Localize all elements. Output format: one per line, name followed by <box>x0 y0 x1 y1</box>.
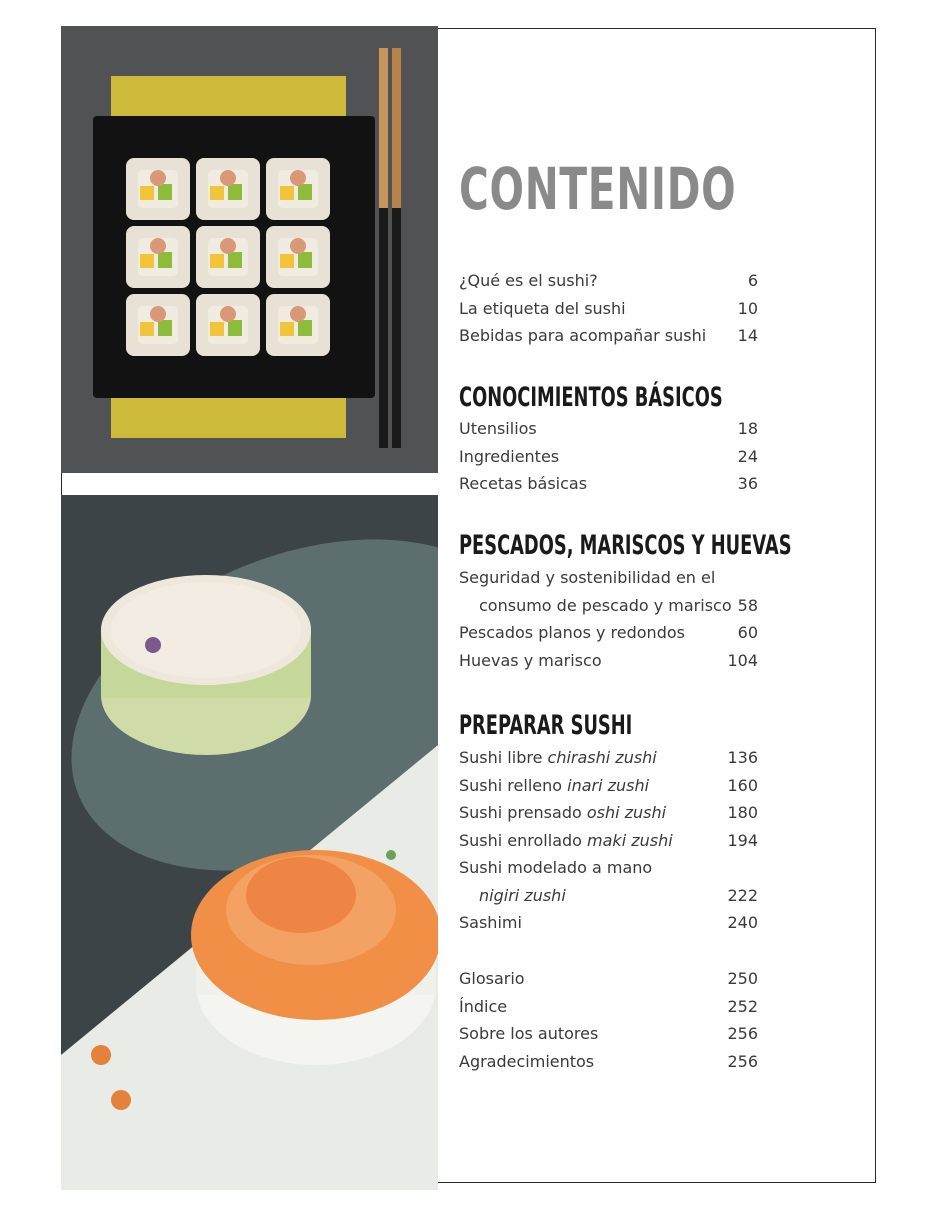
toc-entry-italic: oshi zushi <box>586 803 667 822</box>
toc-entry-page: 252 <box>727 996 758 1016</box>
toc-entry-page: 222 <box>727 885 758 905</box>
toc-entry-label: Sashimi <box>459 913 522 932</box>
toc-entry-page: 160 <box>727 775 758 795</box>
toc-entry <box>459 326 758 346</box>
toc-entry-label: Sushi libre chirashi zushi <box>459 748 657 767</box>
toc-entry <box>459 997 758 1017</box>
toc-entry-label: Utensilios <box>459 419 537 438</box>
toc-entry <box>459 596 758 616</box>
toc-entry <box>459 474 758 494</box>
toc-entry-label: Sushi modelado a mano <box>459 858 653 877</box>
toc-entry-label: Sobre los autores <box>459 1024 599 1043</box>
toc-entry <box>459 831 758 851</box>
toc-entry <box>459 568 758 588</box>
toc-entry-page: 180 <box>727 803 758 822</box>
section-heading: PREPARAR SUSHI <box>459 710 633 741</box>
toc-entry-label: Sushi prensado oshi zushi <box>459 803 667 822</box>
toc-entry-label: consumo de pescado y marisco <box>479 595 732 615</box>
toc-entry-page: 18 <box>737 419 758 438</box>
toc-entry-label: Índice <box>459 996 508 1016</box>
toc-entry <box>459 803 758 823</box>
toc-entry <box>459 623 758 643</box>
toc-entry-italic: chirashi zushi <box>547 748 657 767</box>
toc-entry <box>459 1024 758 1044</box>
toc-entry-label: ¿Qué es el sushi? <box>459 271 598 290</box>
toc-entry <box>459 748 758 768</box>
section-heading: PESCADOS, MARISCOS Y HUEVAS <box>459 530 792 561</box>
toc-entry-label: Glosario <box>459 969 525 988</box>
toc-entry-italic: nigiri zushi <box>479 885 566 905</box>
toc-entry-page: 60 <box>737 623 758 642</box>
toc-entry <box>459 299 758 319</box>
toc-entry-label: Huevas y marisco <box>459 650 602 670</box>
toc-entry-label: Bebidas para acompañar sushi <box>459 326 707 345</box>
toc-entry <box>459 271 758 291</box>
toc-entry-label: Sushi enrollado maki zushi <box>459 830 673 850</box>
toc-entry <box>459 969 758 989</box>
toc-entry-page: 36 <box>737 474 758 493</box>
toc-entry <box>459 913 758 933</box>
toc-entry-page: 24 <box>737 446 758 466</box>
toc-entry-page: 256 <box>727 1051 758 1071</box>
toc-entry <box>459 776 758 796</box>
toc-entry-page: 256 <box>727 1024 758 1043</box>
toc-entry-page: 194 <box>727 830 758 850</box>
toc-entry <box>459 447 758 467</box>
toc-entry-italic: inari zushi <box>567 775 650 795</box>
toc-entry <box>459 419 758 439</box>
toc-entry <box>459 651 758 671</box>
toc-entry-label: Agradecimientos <box>459 1051 595 1071</box>
toc-entry-page: 58 <box>737 595 758 615</box>
toc-entry-page: 14 <box>737 326 758 345</box>
toc-entry-italic: maki zushi <box>587 830 673 850</box>
maki-rolls-photo <box>61 26 438 473</box>
toc-entry-page: 104 <box>727 650 758 670</box>
salmon-sushi-photo <box>61 495 438 1190</box>
toc-entry-page: 10 <box>737 298 758 318</box>
toc-entry-page: 6 <box>747 271 758 290</box>
toc-entry-label: Seguridad y sostenibilidad en el <box>459 568 716 587</box>
page-title: CONTENIDO <box>459 155 737 223</box>
toc-entry-page: 250 <box>727 969 758 988</box>
toc-entry-label: Recetas básicas <box>459 474 588 493</box>
toc-entry <box>459 1052 758 1072</box>
toc-entry-label <box>459 886 566 906</box>
toc-entry-page: 136 <box>727 748 758 767</box>
section-heading: CONOCIMIENTOS BÁSICOS <box>459 382 723 413</box>
toc-entry-label: Pescados planos y redondos <box>459 623 685 642</box>
toc-entry-label: Ingredientes <box>459 446 560 466</box>
toc-entry-label: La etiqueta del sushi <box>459 298 626 318</box>
toc-entry-label: Sushi relleno inari zushi <box>459 775 650 795</box>
toc-entry <box>459 886 758 906</box>
toc-entry <box>459 858 758 878</box>
toc-entry-page: 240 <box>727 913 758 932</box>
